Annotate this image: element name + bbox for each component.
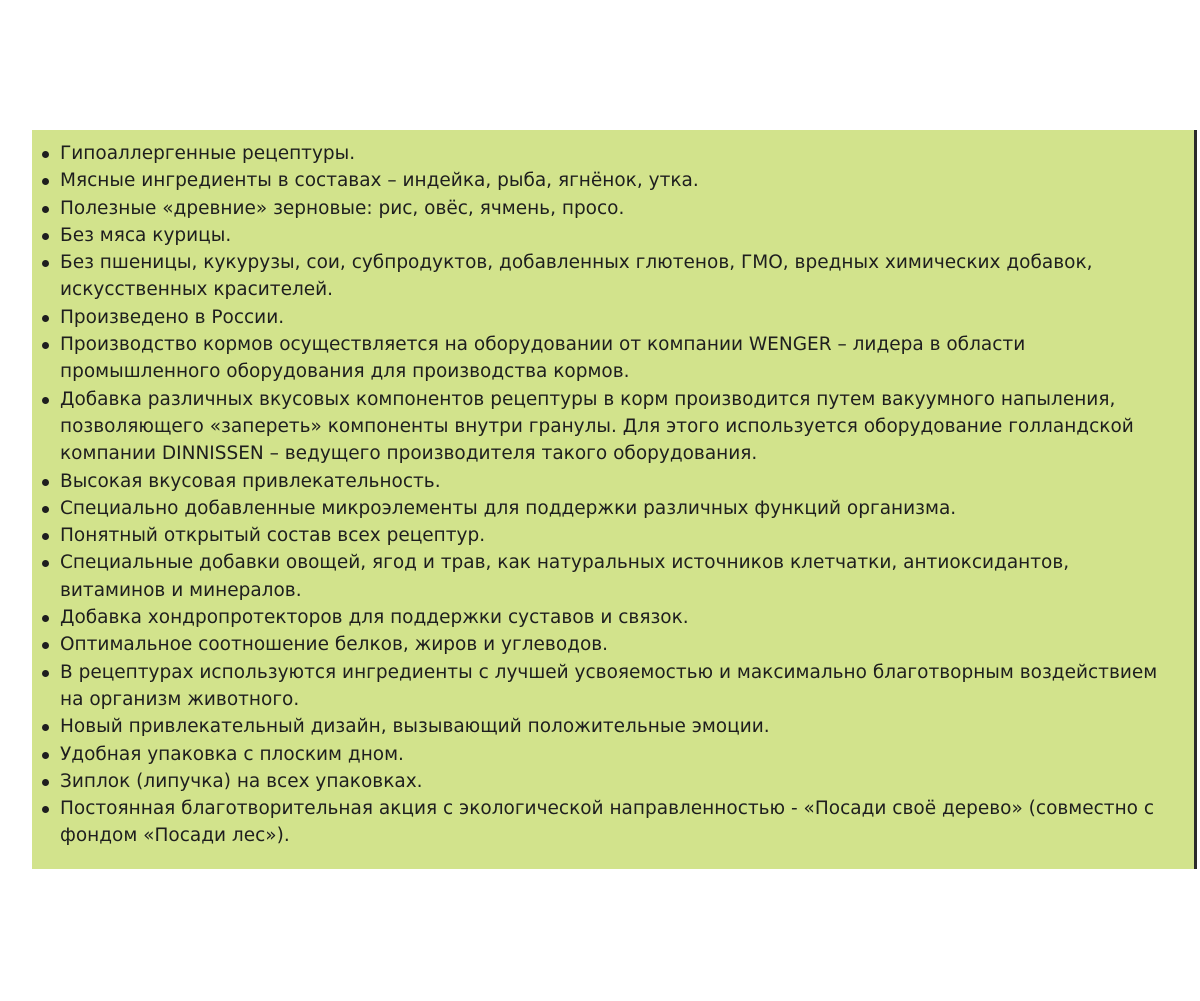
feature-text: Гипоаллергенные рецептуры. [60,143,356,164]
bullet-icon [42,533,49,540]
feature-text: Специальные добавки овощей, ягод и трав, как натуральных источников клетчатки, антиоксидантов, витаминов и минералов. [60,552,1070,601]
feature-text: Зиплок (липучка) на всех упаковках. [60,770,423,792]
feature-text: Высокая вкусовая привлекательность. [60,470,441,492]
bullet-icon [42,724,49,731]
feature-item [60,795,1174,850]
feature-text: Без пшеницы, кукурузы, сои, субпродуктов, добавленных глютенов, ГМО, вредных химических добавок, искусственных красителей. [60,252,1093,301]
feature-text: Новый привлекательный дизайн, вызывающий положительные эмоции. [60,716,770,738]
bullet-icon [42,560,49,567]
feature-text: Удобная упаковка с плоским дном. [60,743,404,765]
bullet-icon [42,615,49,622]
feature-item [60,522,1174,549]
bullet-icon [42,806,49,813]
feature-text: Добавка различных вкусовых компонентов рецептуры в корм производится путем вакуумного напыления, позволяющего «запереть» компоненты внутри гранулы. Для этого используется оборудование голландской компании DINNISSEN – ведущего производителя такого оборудования. [60,388,1134,465]
feature-text: Полезные «древние» зерновые: рис, овёс, ячмень, просо. [60,197,625,219]
feature-item [60,495,1174,522]
bullet-icon [42,779,49,786]
bullet-icon [42,315,49,322]
bullet-icon [42,178,49,185]
feature-text: В рецептурах используются ингредиенты с лучшей усвояемостью и максимально благотворным воздействием на организм животного. [60,661,1158,710]
feature-text: Производство кормов осуществляется на оборудовании от компании WENGER – лидера в области промышленного оборудования для производства кормов. [60,334,1026,383]
feature-item [60,167,1174,194]
bullet-icon [42,342,49,349]
bullet-icon [42,642,49,649]
bullet-icon [42,151,49,158]
feature-text: Мясные ингредиенты в составах – индейка, рыба, ягнёнок, утка. [60,170,699,192]
feature-text: Добавка хондропротекторов для поддержки суставов и связок. [60,607,689,629]
feature-text: Понятный открытый состав всех рецептур. [60,525,486,547]
feature-item [60,604,1174,631]
feature-item [60,659,1174,714]
bullet-icon [42,206,49,213]
feature-text: Оптимальное соотношение белков, жиров и углеводов. [60,634,609,656]
bullet-icon [42,752,49,759]
bullet-icon [42,260,49,267]
bullet-icon [42,233,49,240]
feature-item [60,741,1174,768]
feature-item [60,768,1174,795]
bullet-icon [42,397,49,404]
feature-item [60,331,1174,386]
features-panel [32,130,1197,869]
feature-item [60,222,1174,249]
feature-item [60,713,1174,740]
feature-item [60,304,1174,331]
bullet-icon [42,479,49,486]
feature-text: Постоянная благотворительная акция с экологической направленностью - «Посади своё дерево» (совместно с фондом «Посади лес»). [60,798,1155,847]
feature-text: Специально добавленные микроэлементы для поддержки различных функций организма. [60,497,957,519]
feature-item [60,249,1174,304]
feature-text: Произведено в России. [60,306,285,328]
features-list [32,130,1194,850]
feature-text: Без мяса курицы. [60,224,232,246]
feature-item [60,468,1174,495]
bullet-icon [42,670,49,677]
feature-item [60,386,1174,468]
bullet-icon [42,506,49,513]
feature-item [60,549,1174,604]
feature-item [60,631,1174,658]
feature-item [60,195,1174,222]
feature-item [60,140,1174,167]
